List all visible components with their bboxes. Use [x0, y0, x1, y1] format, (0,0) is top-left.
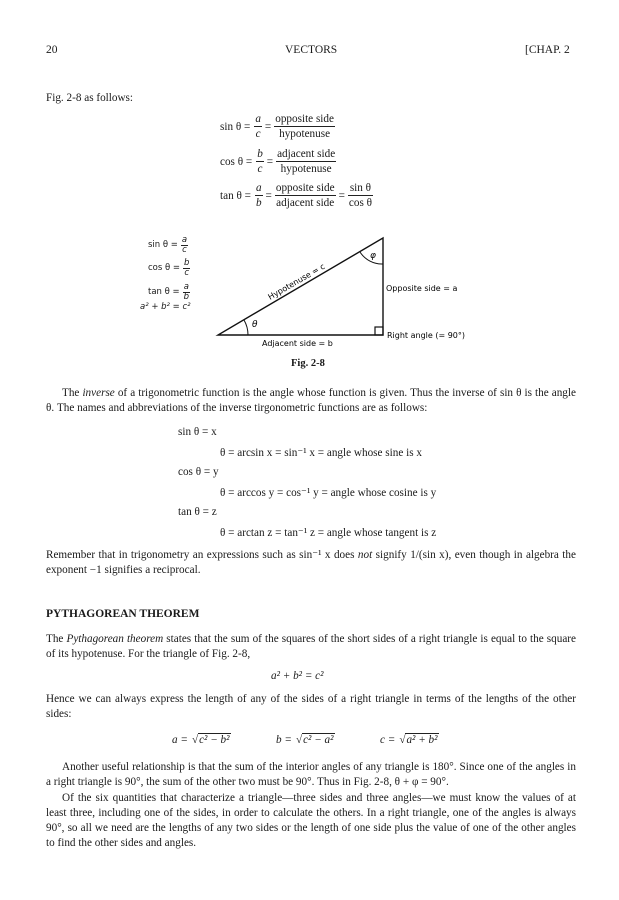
phi-label: φ	[370, 251, 376, 261]
inverse-line-5: tan θ = z	[178, 506, 217, 518]
chapter-label: [CHAP. 2	[525, 44, 570, 56]
sin-frac-words	[274, 112, 335, 141]
root-b-radicand: c² − a²	[303, 734, 334, 746]
side-cos-frac	[183, 259, 190, 278]
tan-den: b	[255, 197, 262, 209]
cos-definition: cos θ = $\frac{b}{c}$ = $\frac{\text{adjacent side}}{\text{hypotenuse}}$	[220, 148, 336, 175]
right-angle-label: Right angle (= 90°)	[387, 331, 466, 340]
para-inverse-rest: of a trigonometric function is the angle whose function is given. Thus the inverse of sin θ is the angle θ. The names and abbreviations of the inverse tirgonometric functions are as follows:	[46, 387, 576, 414]
side-formula-tan	[148, 280, 191, 304]
para-inverse-start: The	[62, 387, 83, 399]
radical-sign-a: √	[191, 733, 199, 746]
para-inverse	[46, 386, 576, 416]
cos-frac-words	[276, 147, 336, 176]
root-a-radicand: c² − b²	[199, 734, 230, 746]
sin-definition: sin θ = $\frac{a}{c}$ = $\frac{\text{opposite side}}{\text{hypotenuse}}$	[220, 113, 334, 140]
tan-den-ratio: cos θ	[348, 197, 372, 209]
section-heading: PYTHAGOREAN THEOREM	[46, 608, 200, 620]
tan-definition: tan θ = $\frac{a}{b}$ = $\frac{\text{opposite side}}{\text{adjacent side}}$ = $\frac{\text{sin θ}}{\text{cos θ}}$	[220, 182, 372, 209]
cos-lhs: cos θ =	[220, 155, 253, 168]
adjacent-label: Adjacent side = b	[262, 339, 333, 348]
radical-sign-c: √	[399, 733, 406, 746]
side-formula-cos	[148, 256, 191, 280]
side-sin-num: a	[181, 234, 188, 245]
side-pythagoras: a² + b² = c²	[140, 302, 191, 312]
para-inverse-emphasis: inverse	[82, 387, 115, 399]
figure-side-formulas	[140, 234, 191, 313]
para-pyth-rest: states that the sum of the squares of the short sides of a right triangle is equal to the square of its hypotenuse. For the triangle of Fig. 2-8,	[46, 633, 576, 660]
side-sin-lhs: sin θ =	[148, 239, 178, 250]
side-tan-lhs: tan θ =	[148, 286, 180, 297]
root-a	[172, 733, 231, 746]
hypotenuse-label: Hypotenuse = c	[266, 261, 327, 302]
tan-num-ratio: sin θ	[349, 182, 372, 194]
tan-den-words: adjacent side	[276, 197, 335, 209]
inverse-line-1: sin θ = x	[178, 426, 217, 438]
tan-frac-ratio	[348, 181, 373, 210]
page-number: 20	[46, 44, 58, 56]
root-b-lhs: b =	[276, 733, 292, 746]
right-angle-marker	[375, 327, 383, 335]
para-remember-emphasis: not	[357, 549, 373, 561]
tan-frac-words	[275, 181, 336, 210]
side-formula-sin	[148, 234, 191, 256]
para-six-quantities: Of the six quantities that characterize a triangle—three sides and three angles—we must know the values of at least three, including one of the sides, in order to calculate the others. In a right triangle, one of the angles is always 90°, so all we need are the lengths of any two sides or the length of one side plus the value of one of the other angles to find the other sides and angles.	[46, 792, 576, 849]
para-pythagorean	[46, 632, 576, 662]
side-sin-frac	[181, 236, 188, 255]
opposite-label: Opposite side = a	[386, 284, 458, 293]
theta-label: θ	[252, 320, 258, 330]
inverse-line-2: θ = arcsin x = sin⁻¹ x = angle whose sine is x	[220, 447, 422, 459]
root-c-lhs: c =	[380, 733, 396, 746]
side-tan-frac	[183, 283, 190, 302]
para-remember	[46, 548, 576, 578]
root-c	[380, 733, 439, 746]
right-triangle-figure	[200, 228, 510, 358]
sin-num: a	[255, 113, 261, 125]
sin-den: c	[255, 128, 261, 140]
side-tan-num: a	[183, 281, 189, 292]
cos-den: c	[257, 163, 263, 175]
inverse-line-6: θ = arctan z = tan⁻¹ z = angle whose tangent is z	[220, 527, 437, 539]
para-remember-start: Remember that in trigonometry an expressions such as sin⁻¹ x does	[46, 549, 358, 561]
root-a-lhs: a =	[172, 733, 188, 746]
cos-den-words: hypotenuse	[280, 163, 332, 175]
radical-sign-b: √	[295, 733, 303, 746]
sin-lhs: sin θ =	[220, 120, 251, 133]
root-b	[276, 733, 335, 746]
root-c-radicand: a² + b²	[406, 734, 438, 746]
inverse-line-4: θ = arccos y = cos⁻¹ y = angle whose cosine is y	[220, 487, 437, 499]
intro-text: Fig. 2-8 as follows:	[46, 92, 134, 104]
tan-num-words: opposite side	[275, 182, 335, 194]
side-cos-lhs: cos θ =	[148, 262, 181, 273]
inverse-line-3: cos θ = y	[178, 466, 219, 478]
sin-num-words: opposite side	[275, 113, 334, 125]
sin-den-words: hypotenuse	[279, 128, 331, 140]
cos-num-words: adjacent side	[277, 148, 336, 160]
para-hence: Hence we can always express the length of any of the sides of a right triangle in terms of the lengths of the other sides:	[46, 693, 576, 720]
sin-frac-symbolic	[254, 112, 262, 141]
cos-num: b	[257, 148, 263, 160]
cos-frac-symbolic	[256, 147, 264, 176]
side-cos-num: b	[184, 257, 190, 268]
tan-num: a	[255, 182, 262, 194]
side-tan-den: b	[183, 291, 190, 302]
para-pyth-emphasis: Pythagorean theorem	[66, 633, 164, 645]
para-remember-rest: signify 1/(sin x), even though in algebra the exponent −1 signifies a reciprocal.	[46, 549, 576, 576]
tan-lhs: tan θ =	[220, 189, 251, 202]
para-pyth-start: The	[46, 633, 67, 645]
running-title: VECTORS	[285, 44, 338, 56]
para-angles: Another useful relationship is that the sum of the interior angles of any triangle is 180°. Since one of the angles in a right triangle is 90°, the sum of the other two must be 90°. Thus in Fig. 2-8, θ + φ = 90°.	[46, 761, 576, 788]
tan-frac-symbolic	[255, 181, 263, 210]
side-cos-den: c	[184, 267, 190, 278]
side-sin-den: c	[182, 244, 187, 255]
triangle-outline	[218, 238, 383, 335]
pythagorean-equation: a² + b² = c²	[271, 670, 324, 682]
theta-arc	[244, 320, 248, 335]
figure-caption: Fig. 2-8	[291, 358, 325, 369]
